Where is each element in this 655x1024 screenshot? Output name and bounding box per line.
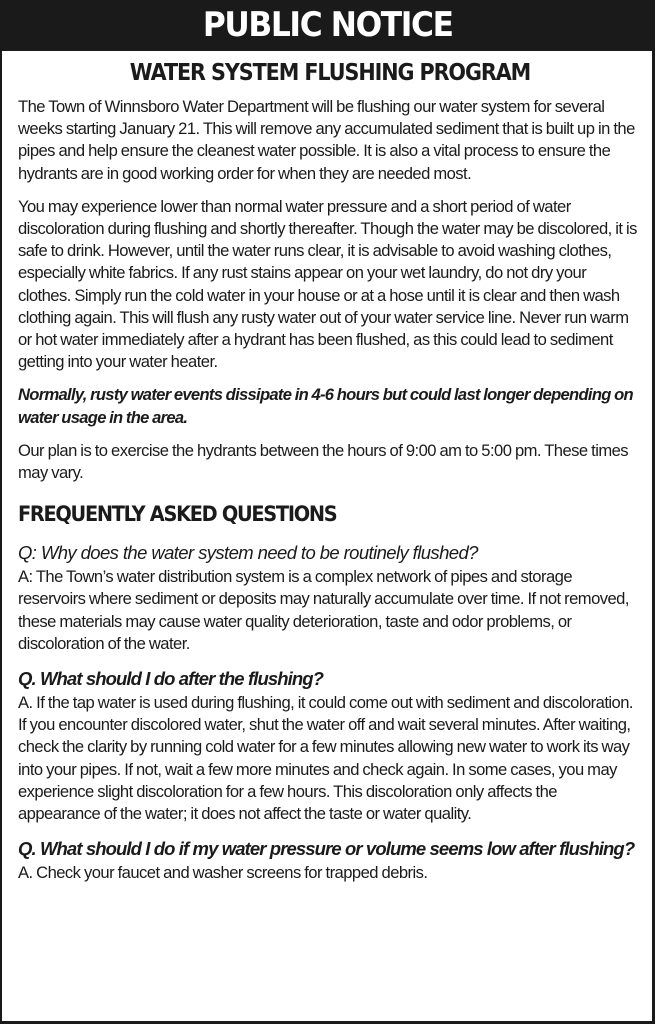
faq-question: Q. What should I do if my water pressure or volume seems low after flushing? bbox=[18, 838, 635, 860]
faq-answer: A. If the tap water is used during flushing, it could come out with sediment and discoloration. If you encounter discolored water, shut the water off and wait several minutes. After waiting, check the clarity by running cold water for a few minutes allowing new water to work its way into your pipes. If not, wait a few more minutes and check again. In some cases, you may experience slight discoloration for a few hours. This discoloration only affects the appearance of the water; it does not affect the taste or water quality. bbox=[18, 693, 633, 824]
faq-heading: FREQUENTLY ASKED QUESTIONS bbox=[18, 502, 337, 527]
faq-item bbox=[18, 540, 642, 655]
discoloration-paragraph: You may experience lower than normal water pressure and a short period of water discoloration during flushing and shortly thereafter. Though the water may be discolored, it is safe to drink. However, until the water runs clear, it is advisable to avoid washing clothes, especially white fabrics. If any rust stains appear on your wet laundry, do not dry your clothes. Simply run the cold water in your house or at a hose until it is clear and then wash clothing again. This will flush any rusty water out of your water service line. Never run warm or hot water immediately after a hydrant has been flushed, as this could lead to sediment getting into your water heater. bbox=[18, 196, 637, 372]
notice-banner bbox=[0, 0, 655, 51]
faq-question: Q. What should I do after the flushing? bbox=[18, 668, 324, 690]
program-title: WATER SYSTEM FLUSHING PROGRAM bbox=[129, 60, 531, 86]
notice-content bbox=[18, 55, 642, 895]
faq-item bbox=[18, 666, 642, 825]
intro-paragraph: The Town of Winnsboro Water Department will be flushing our water system for several weeks starting January 21. This will remove any accumulated sediment that is built up in the pipes and help ensure the cleanest water possible. It is also a vital process to ensure the hydrants are in good working order for when they are needed most. bbox=[18, 97, 635, 183]
schedule-paragraph: Our plan is to exercise the hydrants between the hours of 9:00 am to 5:00 pm. These times may vary. bbox=[18, 440, 629, 483]
faq-item bbox=[18, 836, 642, 884]
rusty-water-emphasis: Normally, rusty water events dissipate in 4-6 hours but could last longer depending on water usage in the area. bbox=[18, 385, 633, 427]
faq-question: Q: Why does the water system need to be routinely flushed? bbox=[18, 542, 478, 564]
faq-answer: A: The Town’s water distribution system is a complex network of pipes and storage reservoirs where sediment or deposits may naturally accumulate over time. If not removed, these materials may cause water quality deterioration, taste and odor problems, or discoloration of the water. bbox=[18, 567, 629, 653]
faq-answer: A. Check your faucet and washer screens for trapped debris. bbox=[18, 863, 428, 883]
banner-title: PUBLIC NOTICE bbox=[202, 4, 453, 45]
